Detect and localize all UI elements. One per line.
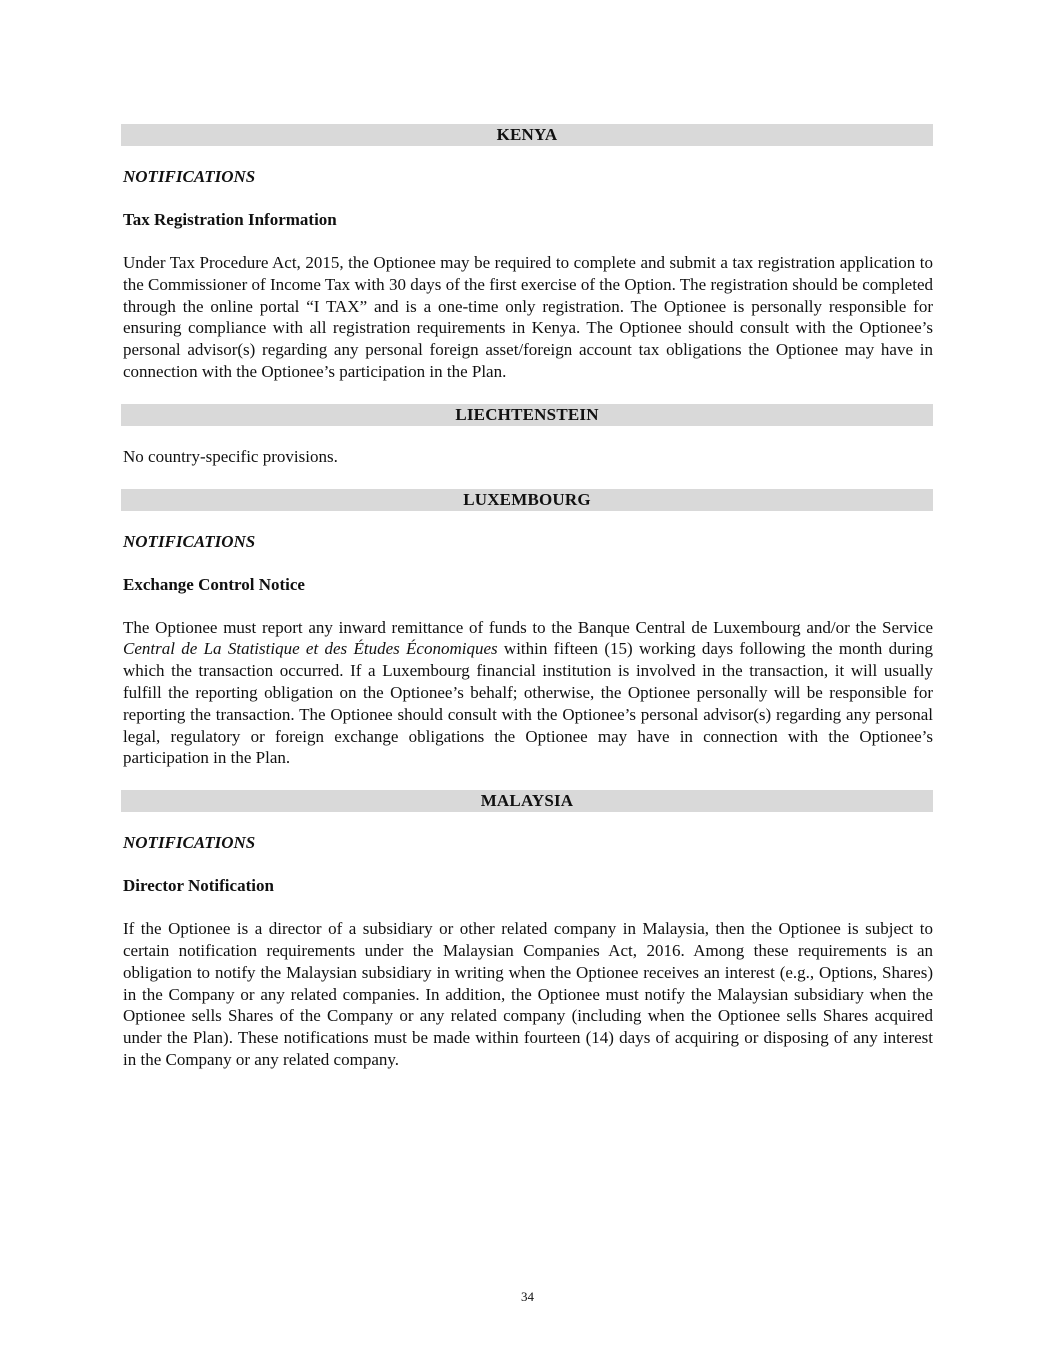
- subheading-tax-registration: Tax Registration Information: [123, 210, 337, 229]
- paragraph-luxembourg-part1: The Optionee must report any inward remittance of funds to the Banque Central de Luxembourg and/or the Service: [123, 617, 933, 637]
- section-heading-malaysia: MALAYSIA: [121, 790, 933, 812]
- paragraph-luxembourg: [123, 617, 933, 770]
- paragraph-malaysia: If the Optionee is a director of a subsidiary or other related company in Malaysia, then the Optionee is subject to certain notification requirements under the Malaysian Companies Act, 2016. Among these requirements is an obligation to notify the Malaysian subsidiary in writing when the Optionee receives an interest (e.g., Options, Shares) in the Company or any related companies. In addition, the Optionee must notify the Malaysian subsidiary when the Optionee sells Shares of the Company or any related company (including when the Optionee sells Shares acquired under the Plan). These notifications must be made within fourteen (14) days of acquiring or disposing of any interest in the Company or any related company.: [123, 919, 933, 1069]
- paragraph-luxembourg-part2: within fifteen (15) working days following the month during which the transaction occurred. If a Luxembourg financial institution is involved in the transaction, it will usually fulfill the reporting obligation on the Optionee’s behalf; otherwise, the Optionee personally will be responsible for reporting the transaction. The Optionee should consult with the Optionee’s personal advisor(s) regarding any personal legal, regulatory or foreign exchange obligations the Optionee may have in connection with the Optionee’s participation in the Plan.: [123, 639, 933, 768]
- section-heading-liechtenstein: LIECHTENSTEIN: [121, 404, 933, 426]
- section-heading-luxembourg: LUXEMBOURG: [121, 489, 933, 511]
- subheading-exchange-control: Exchange Control Notice: [123, 574, 305, 594]
- paragraph-kenya: Under Tax Procedure Act, 2015, the Optionee may be required to complete and submit a tax registration application to the Commissioner of Income Tax with 30 days of the first exercise of the Option. The registration should be completed through the online portal “I TAX” and is a one-time only registration. The Optionee is personally responsible for ensuring compliance with all registration requirements in Kenya. The Optionee should consult with the Optionee’s personal advisor(s) regarding any personal foreign asset/foreign account tax obligations the Optionee may have in connection with the Optionee’s participation in the Plan.: [123, 253, 933, 381]
- page-number: 34: [521, 1289, 534, 1304]
- notifications-label-luxembourg: NOTIFICATIONS: [123, 531, 256, 551]
- notifications-label-malaysia: NOTIFICATIONS: [123, 833, 256, 853]
- paragraph-luxembourg-italic: Central de La Statistique et des Études Économiques: [123, 639, 498, 659]
- paragraph-liechtenstein: No country-specific provisions.: [123, 446, 338, 466]
- notifications-label-kenya: NOTIFICATIONS: [123, 167, 256, 186]
- document-page: [123, 124, 933, 1071]
- section-heading-kenya: KENYA: [121, 124, 933, 146]
- subheading-director-notification: Director Notification: [123, 876, 274, 896]
